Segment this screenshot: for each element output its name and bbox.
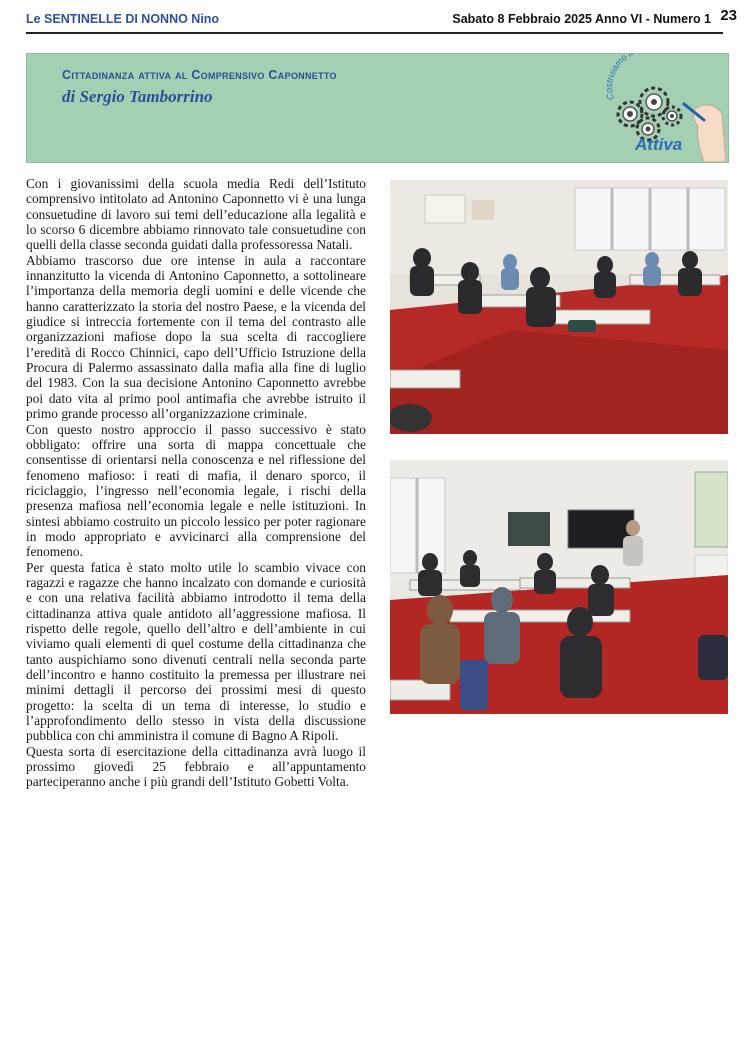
svg-text:Costruiamo la cittadinanza [604,54,687,101]
article-author: di Sergio Tamborrino [62,87,213,106]
issue-info: Sabato 8 Febbraio 2025 Anno VI - Numero 1 [452,12,711,26]
article-title: Cittadinanza attiva al Comprensivo Caponnetto [62,68,337,82]
logo-word: Attiva [635,135,683,154]
gears-and-hand-icon [600,54,728,162]
masthead [26,7,737,32]
page-number: 23 [720,7,737,24]
masthead-divider [26,32,723,34]
article-banner [26,53,729,163]
article-body [26,176,366,790]
logo-arc-text: Costruiamo [603,54,629,102]
article-paragraph: Abbiamo trascorso due ore intense in aula a raccontare innanzitutto la vicenda di Antonino Caponnetto, a sottolineare l’importanza della memoria degli uomini e delle vicende che hanno caratterizzato la storia del nostro Paese, e la vicenda del giudice si intreccia fortemente con il tema del contrasto alle organizzazioni mafiose dopo la sua scelta di raccogliere l’eredità di Rocco Chinnici, capo dell’Ufficio Istruzione della Procura di Palermo assassinato dalla mafia alla fine di luglio del 1983. Con la sua decisione Antonino Caponnetto avrebbe poi dato vita al primo pool antimafia che avrebbe istruito il primo grande processo all’organizzazione criminale. [26,252,366,422]
article-paragraph: Con questo nostro approccio il passo successivo è stato obbligato: offrire una sorta di mappa concettuale che consentisse di orientarsi nella conoscenza e nel riflessione del fenomeno mafioso: i reati di mafia, il denaro sporco, il riciclaggio, l’ingresso nell’economia legale, i rischi della presenza mafiosa nell’economia legale e nelle istituzioni. In sintesi abbiamo costruito un piccolo lessico per poter ragionare in modo appropriato e avvicinarci alla comprensione del fenomeno. [26,421,366,560]
article-paragraph: Questa sorta di esercitazione della cittadinanza avrà luogo il prossimo giovedì 25 febbraio e all’appuntamento parteciperanno anche i più grandi dell’Istituto Gobetti Volta. [26,743,366,790]
classroom-students-at-desks-photo [390,180,728,434]
article-paragraph: Per questa fatica è stato molto utile lo scambio vivace con ragazzi e ragazze che hanno incalzato con domande e curiosità e con una relativa facilità abbiamo introdotto il tema della cittadinanza attiva quale antidoto all’aggressione mafiosa. Il rispetto delle regole, quello dell’altro e dell’ambiente in cui viviamo quali elementi di quel costume della cittadinanza che tanto auspichiamo sono divenuti centrali nella seconda parte dell’incontro e hanno costituito la premessa per illustrare nei minimi dettagli il percorso dei prossimi mesi di questo progetto: la scelta di un tema di interesse, lo studio e l’approfondimento dello stesso in vista della discussione pubblica con chi amministra il comune di Bagno A Ripoli. [26,559,366,744]
classroom-speaker-with-students-photo [390,460,728,714]
newspaper-name: Le SENTINELLE DI NONNO Nino [26,12,220,26]
article-paragraph: Con i giovanissimi della scuola media Redi dell’Istituto comprensivo intitolato ad Antonino Caponnetto vi è una lunga consuetudine di lavoro sui temi dell’educazione alla legalità e lo scorso 6 dicembre abbiamo rinnovato tale consuetudine con quelli della classe seconda guidati dalla professoressa Natali. [26,176,366,253]
